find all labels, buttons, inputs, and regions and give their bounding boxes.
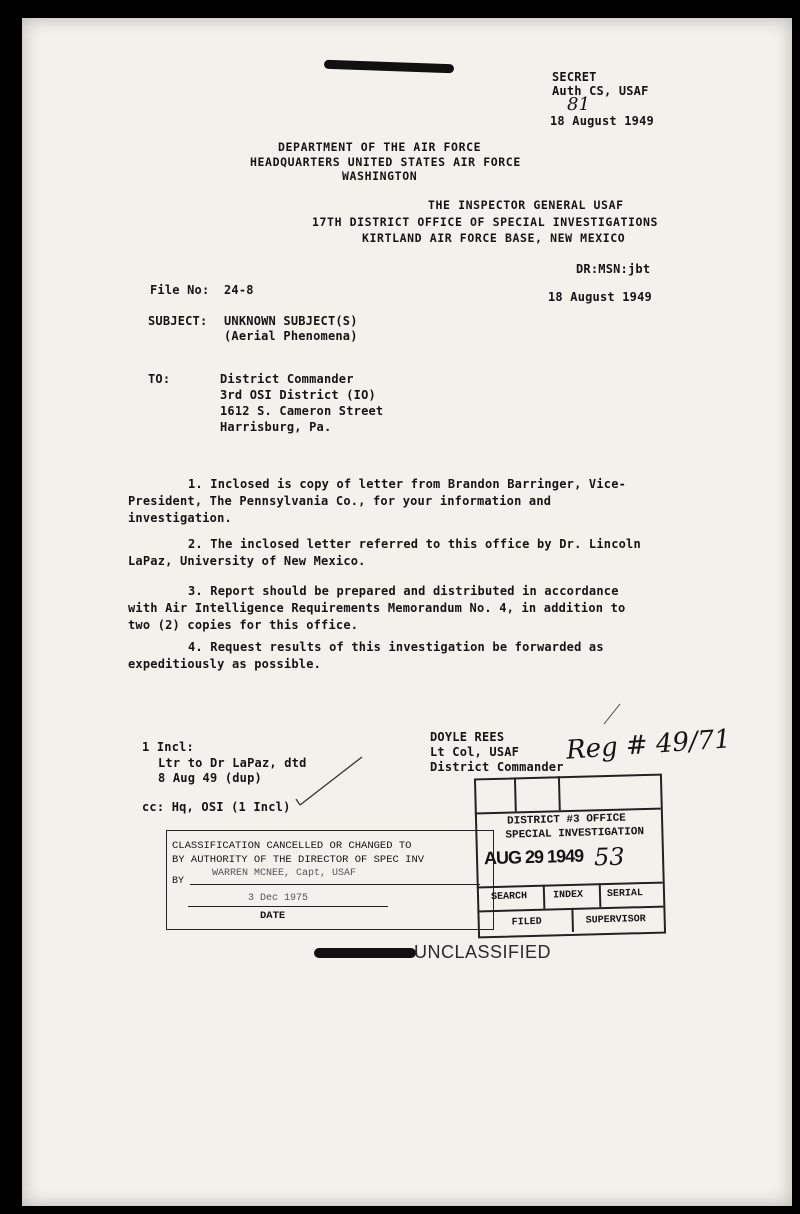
redaction-bar-top	[324, 60, 454, 74]
receipt-line-2: SPECIAL INVESTIGATION	[505, 826, 645, 842]
subject-line-2: (Aerial Phenomena)	[224, 329, 358, 343]
subject-label: SUBJECT:	[148, 314, 208, 328]
inclosure-line-3: 8 Aug 49 (dup)	[158, 771, 262, 785]
cc-line: cc: Hq, OSI (1 Incl)	[142, 800, 291, 814]
to-line-1: District Commander	[220, 372, 354, 386]
subject-line-1: UNKNOWN SUBJECT(S)	[224, 314, 358, 328]
to-line-4: Harrisburg, Pa.	[220, 420, 332, 434]
letter-date: 18 August 1949	[548, 290, 652, 304]
classification-mark: SECRET	[552, 70, 597, 84]
declass-line-1: CLASSIFICATION CANCELLED OR CHANGED TO	[172, 840, 412, 852]
declass-date-value: 3 Dec 1975	[248, 893, 309, 904]
to-line-2: 3rd OSI District (IO)	[220, 388, 376, 402]
inclosure-line-2: Ltr to Dr LaPaz, dtd	[158, 756, 307, 770]
declass-by-label: BY	[172, 876, 185, 887]
inclosure-line-1: 1 Incl:	[142, 740, 194, 754]
declass-date-rule	[188, 906, 388, 907]
washington-line: WASHINGTON	[342, 169, 418, 183]
pencil-slash-mark	[602, 702, 622, 726]
declass-by-rule	[190, 884, 480, 885]
paragraph-4: 4. Request results of this investigation be forwarded as expeditiously as possible.	[128, 640, 604, 671]
document-page	[22, 18, 792, 1206]
signer-rank: Lt Col, USAF	[430, 745, 520, 759]
pencil-check-mark	[292, 753, 372, 813]
office-line-2: 17TH DISTRICT OFFICE OF SPECIAL INVESTIGATIONS	[312, 215, 659, 229]
declass-by-name: WARREN MCNEE, Capt, USAF	[212, 868, 357, 879]
receipt-line-1: DISTRICT #3 OFFICE	[506, 812, 627, 828]
receipt-col-filed: FILED	[511, 916, 542, 929]
signer-name: DOYLE REES	[430, 730, 505, 744]
receipt-date: AUG 29 1949	[483, 845, 584, 869]
receipt-stamp	[474, 774, 666, 939]
receipt-col-index: INDEX	[552, 889, 584, 902]
receipt-number: 53	[593, 842, 625, 872]
department-line: DEPARTMENT OF THE AIR FORCE	[278, 140, 482, 154]
to-label: TO:	[148, 372, 171, 386]
receipt-col-search: SEARCH	[490, 891, 528, 904]
office-line-3: KIRTLAND AIR FORCE BASE, NEW MEXICO	[362, 231, 626, 245]
headquarters-line: HEADQUARTERS UNITED STATES AIR FORCE	[250, 155, 521, 169]
unclassified-mark: UNCLASSIFIED	[414, 942, 552, 962]
to-line-3: 1612 S. Cameron Street	[220, 404, 384, 418]
file-no-value: 24-8	[224, 283, 254, 297]
paragraph-1: 1. Inclosed is copy of letter from Brandon Barringer, Vice-President, The Pennsylvania Co., for your information and investigation.	[128, 477, 627, 525]
reference-code: DR:MSN:jbt	[576, 262, 651, 276]
signer-title: District Commander	[430, 760, 564, 774]
paragraph-2: 2. The inclosed letter referred to this office by Dr. Lincoln LaPaz, University of New Mexico.	[128, 537, 641, 568]
declass-date-label: DATE	[260, 910, 286, 922]
top-date: 18 August 1949	[550, 114, 654, 128]
handwritten-reg-number: Reg # 49/71	[565, 724, 732, 766]
receipt-col-supervisor: SUPERVISOR	[585, 914, 646, 927]
file-no-label: File No:	[150, 283, 210, 297]
auth-line: Auth CS, USAF	[552, 84, 649, 98]
redaction-bar-bottom	[314, 948, 416, 958]
declass-line-2: BY AUTHORITY OF THE DIRECTOR OF SPEC INV	[172, 854, 425, 866]
office-line-1: THE INSPECTOR GENERAL USAF	[428, 198, 624, 212]
receipt-col-serial: SERIAL	[606, 888, 644, 901]
paragraph-3: 3. Report should be prepared and distributed in accordance with Air Intelligence Requirements Memorandum No. 4, in addition to two (2) copies for this office.	[128, 584, 626, 632]
handwritten-number: 81	[567, 94, 590, 115]
